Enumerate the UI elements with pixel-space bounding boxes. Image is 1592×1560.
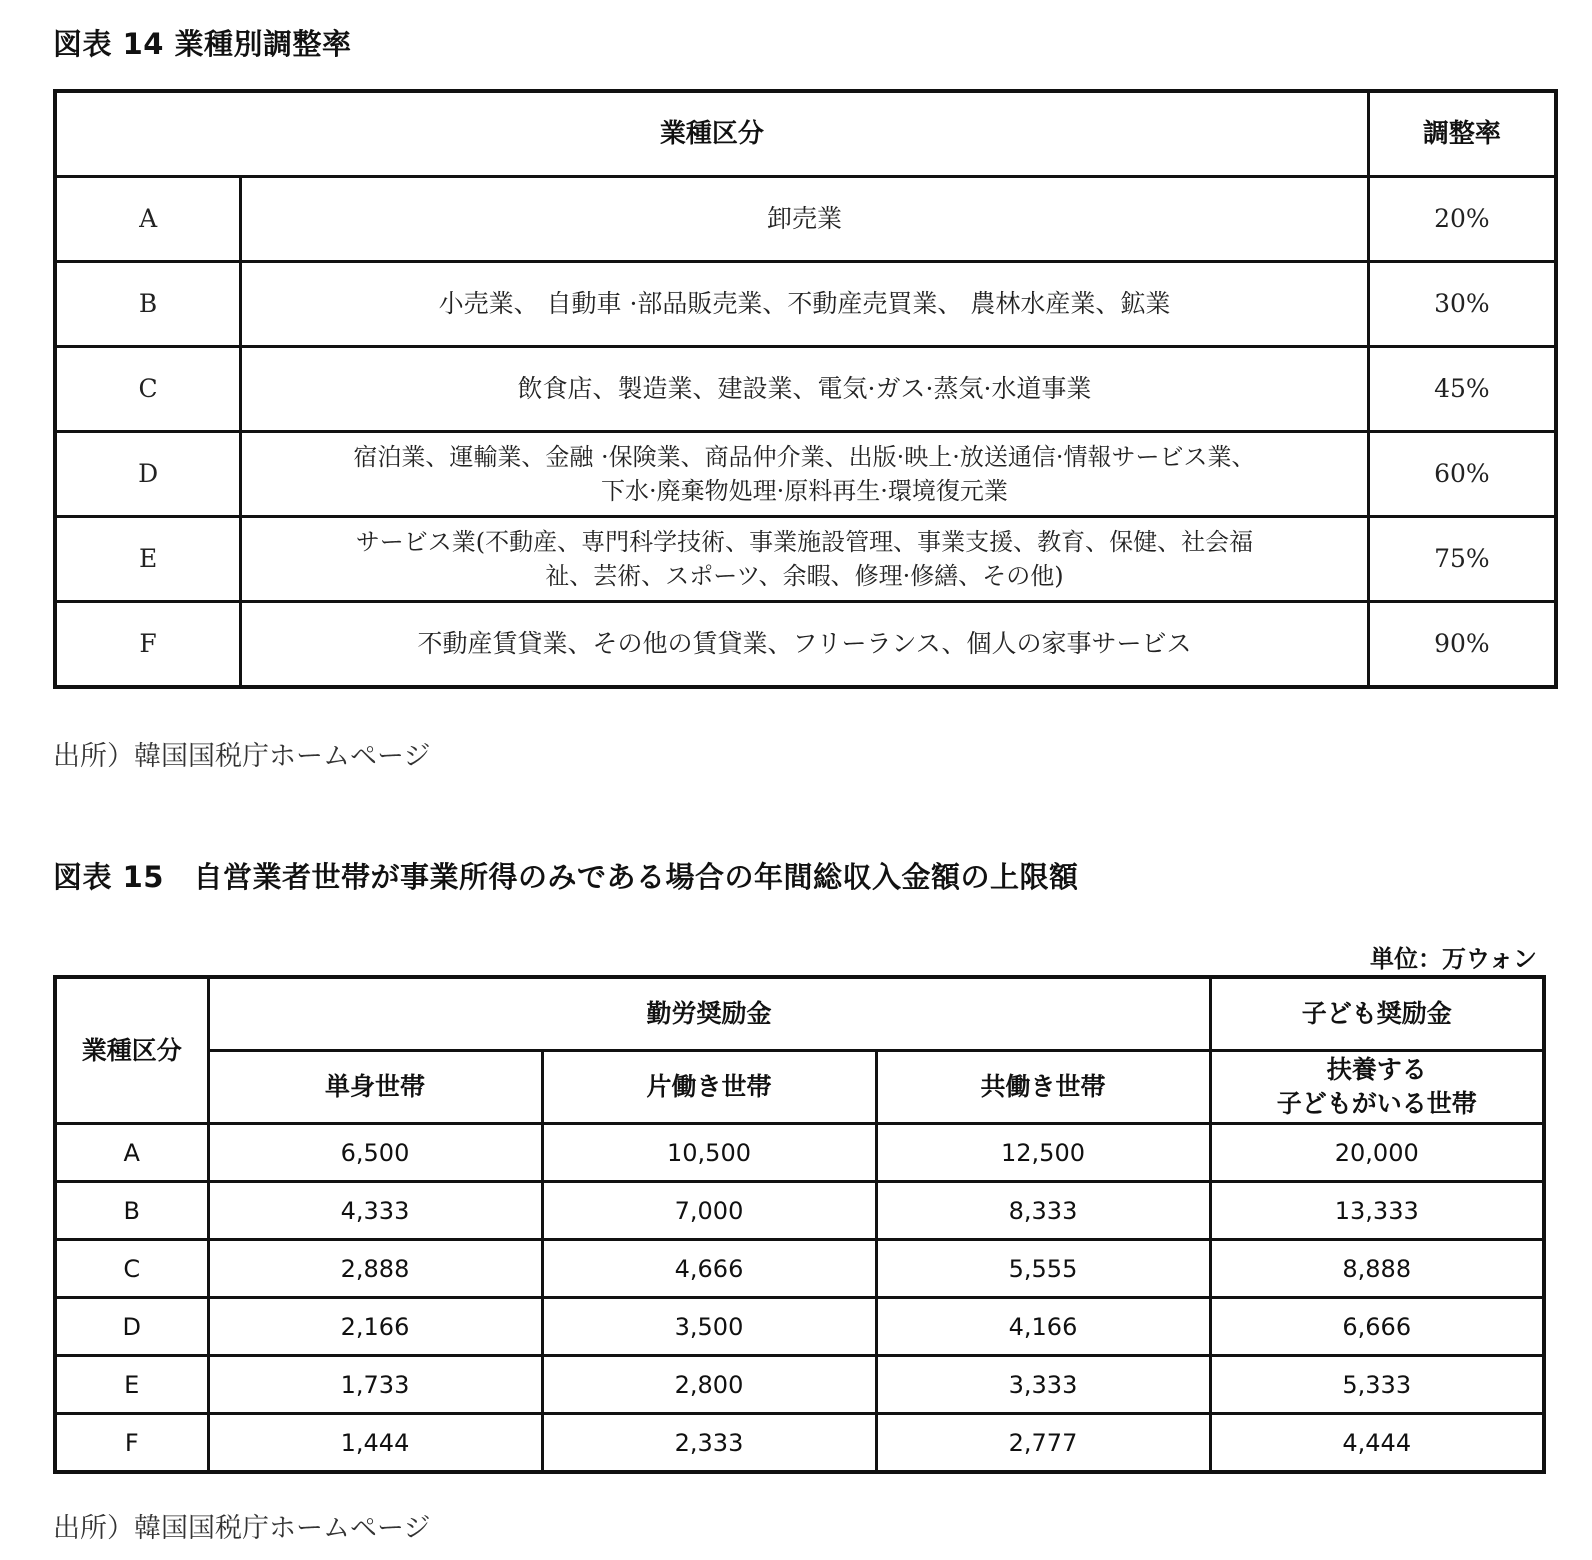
table-row: [55, 432, 1556, 517]
cell-single-earner: 2,800: [542, 1356, 876, 1414]
row-industries: [241, 517, 1369, 602]
cell-single: 6,500: [208, 1124, 542, 1182]
table-row: [55, 1182, 1544, 1240]
header-child-incentive: 子ども奨励金: [1210, 977, 1544, 1051]
row-code: F: [55, 602, 241, 688]
row-code: A: [55, 177, 241, 262]
cell-single-earner: 3,500: [542, 1298, 876, 1356]
row-rate: 30%: [1368, 262, 1556, 347]
table-row: [55, 1240, 1544, 1298]
row-code: D: [55, 1298, 208, 1356]
row-code: C: [55, 347, 241, 432]
cell-with-children: 5,333: [1210, 1356, 1544, 1414]
income-cap-table: [53, 975, 1546, 1474]
header-single: 単身世帯: [208, 1051, 542, 1124]
row-code: A: [55, 1124, 208, 1182]
row-code: E: [55, 1356, 208, 1414]
row-rate: 75%: [1368, 517, 1556, 602]
cell-single: 2,888: [208, 1240, 542, 1298]
table-row: [55, 262, 1556, 347]
unit-label: 単位：万ウォン: [1369, 945, 1537, 973]
figure15-title: 図表 15 自営業者世帯が事業所得のみである場合の年間総収入金額の上限額: [53, 860, 1079, 894]
row-industries: 飲食店、製造業、建設業、電気·ガス·蒸気·水道事業: [241, 347, 1369, 432]
header-category: 業種区分: [55, 91, 1368, 177]
cell-dual-earner: 8,333: [876, 1182, 1210, 1240]
table-header-row: [55, 91, 1556, 177]
table-row: [55, 177, 1556, 262]
figure14-source: 出所）韓国国税庁ホームページ: [53, 741, 431, 772]
header-dual-earner: 共働き世帯: [876, 1051, 1210, 1124]
cell-dual-earner: 4,166: [876, 1298, 1210, 1356]
row-industries: [241, 432, 1369, 517]
cell-with-children: 13,333: [1210, 1182, 1544, 1240]
cell-with-children: 20,000: [1210, 1124, 1544, 1182]
cell-dual-earner: 12,500: [876, 1124, 1210, 1182]
row-rate: 90%: [1368, 602, 1556, 688]
figure15-source: 出所）韓国国税庁ホームページ: [53, 1513, 431, 1544]
row-code: C: [55, 1240, 208, 1298]
cell-single: 1,733: [208, 1356, 542, 1414]
row-industries-line2: 祉、芸術、スポーツ、余暇、修理·修繕、その他): [545, 562, 1064, 590]
row-code: B: [55, 262, 241, 347]
header-single-earner: 片働き世帯: [542, 1051, 876, 1124]
cell-dual-earner: 2,777: [876, 1414, 1210, 1473]
cell-dual-earner: 3,333: [876, 1356, 1210, 1414]
cell-with-children: 8,888: [1210, 1240, 1544, 1298]
table-row: [55, 517, 1556, 602]
table-row: [55, 1356, 1544, 1414]
row-industries-line2: 下水·廃棄物処理·原料再生·環境復元業: [601, 477, 1008, 505]
industry-adjustment-rate-table: [53, 89, 1558, 689]
cell-single: 2,166: [208, 1298, 542, 1356]
row-rate: 60%: [1368, 432, 1556, 517]
header-with-children-line2: 子どもがいる世帯: [1276, 1089, 1477, 1118]
cell-single: 4,333: [208, 1182, 542, 1240]
header-with-children-line1: 扶養する: [1326, 1055, 1427, 1084]
cell-with-children: 4,444: [1210, 1414, 1544, 1473]
row-industries-line1: サービス業(不動産、専門科学技術、事業施設管理、事業支援、教育、保健、社会福: [355, 528, 1254, 556]
cell-single: 1,444: [208, 1414, 542, 1473]
row-rate: 20%: [1368, 177, 1556, 262]
header-rate: 調整率: [1368, 91, 1556, 177]
cell-single-earner: 4,666: [542, 1240, 876, 1298]
figure14-title: 図表 14 業種別調整率: [53, 27, 352, 61]
cell-single-earner: 10,500: [542, 1124, 876, 1182]
header-category: 業種区分: [55, 977, 208, 1124]
table-subheader-row: [55, 1051, 1544, 1124]
cell-single-earner: 7,000: [542, 1182, 876, 1240]
row-code: E: [55, 517, 241, 602]
table-row: [55, 1124, 1544, 1182]
table-row: [55, 602, 1556, 688]
row-industries: 卸売業: [241, 177, 1369, 262]
row-industries: 不動産賃貸業、その他の賃貸業、フリーランス、個人の家事サービス: [241, 602, 1369, 688]
header-work-incentive: 勤労奨励金: [208, 977, 1210, 1051]
row-industries: 小売業、 自動車 ·部品販売業、不動産売買業、 農林水産業、鉱業: [241, 262, 1369, 347]
cell-with-children: 6,666: [1210, 1298, 1544, 1356]
row-rate: 45%: [1368, 347, 1556, 432]
table-row: [55, 347, 1556, 432]
row-industries-line1: 宿泊業、運輸業、金融 ·保険業、商品仲介業、出版·映上·放送通信·情報サービス業、: [353, 443, 1256, 471]
table-header-row: [55, 977, 1544, 1051]
header-with-children: [1210, 1051, 1544, 1124]
row-code: D: [55, 432, 241, 517]
table-row: [55, 1298, 1544, 1356]
row-code: F: [55, 1414, 208, 1473]
cell-single-earner: 2,333: [542, 1414, 876, 1473]
row-code: B: [55, 1182, 208, 1240]
table-row: [55, 1414, 1544, 1473]
cell-dual-earner: 5,555: [876, 1240, 1210, 1298]
